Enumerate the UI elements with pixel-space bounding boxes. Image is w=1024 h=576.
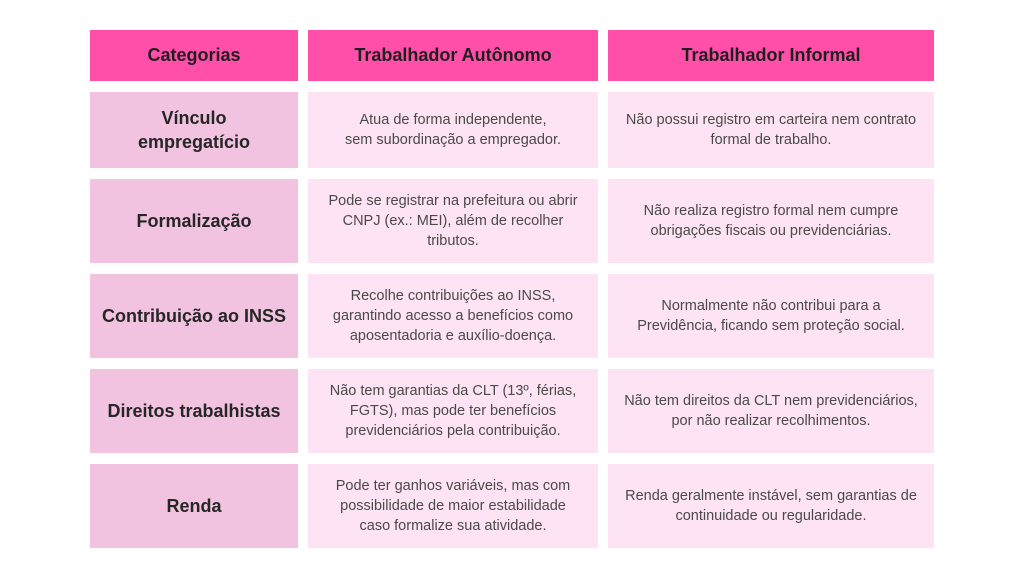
category-formalizacao: Formalização — [90, 179, 298, 263]
category-direitos-trabalhistas: Direitos trabalhistas — [90, 369, 298, 453]
informal-formalizacao: Não realiza registro formal nem cumpre obrigações fiscais ou previdenciárias. — [608, 179, 934, 263]
header-categorias: Categorias — [90, 30, 298, 81]
informal-direitos-trabalhistas: Não tem direitos da CLT nem previdenciários, por não realizar recolhimentos. — [608, 369, 934, 453]
header-trabalhador-informal: Trabalhador Informal — [608, 30, 934, 81]
comparison-table — [90, 30, 934, 546]
category-contribuicao-inss: Contribuição ao INSS — [90, 274, 298, 358]
autonomo-formalizacao: Pode se registrar na prefeitura ou abrir CNPJ (ex.: MEI), além de recolher tributos. — [308, 179, 598, 263]
autonomo-contribuicao-inss: Recolhe contribuições ao INSS, garantindo acesso a benefícios como aposentadoria e auxílio-doença. — [308, 274, 598, 358]
header-trabalhador-autonomo: Trabalhador Autônomo — [308, 30, 598, 81]
informal-vinculo-empregaticio: Não possui registro em carteira nem contrato formal de trabalho. — [608, 92, 934, 168]
informal-contribuicao-inss: Normalmente não contribui para a Previdência, ficando sem proteção social. — [608, 274, 934, 358]
autonomo-vinculo-empregaticio: Atua de forma independente, sem subordinação a empregador. — [308, 92, 598, 168]
informal-renda: Renda geralmente instável, sem garantias de continuidade ou regularidade. — [608, 464, 934, 548]
autonomo-renda: Pode ter ganhos variáveis, mas com possibilidade de maior estabilidade caso formalize sua atividade. — [308, 464, 598, 548]
category-vinculo-empregaticio: Vínculo empregatício — [90, 92, 298, 168]
autonomo-direitos-trabalhistas: Não tem garantias da CLT (13º, férias, FGTS), mas pode ter benefícios previdenciários pela contribuição. — [308, 369, 598, 453]
category-renda: Renda — [90, 464, 298, 548]
